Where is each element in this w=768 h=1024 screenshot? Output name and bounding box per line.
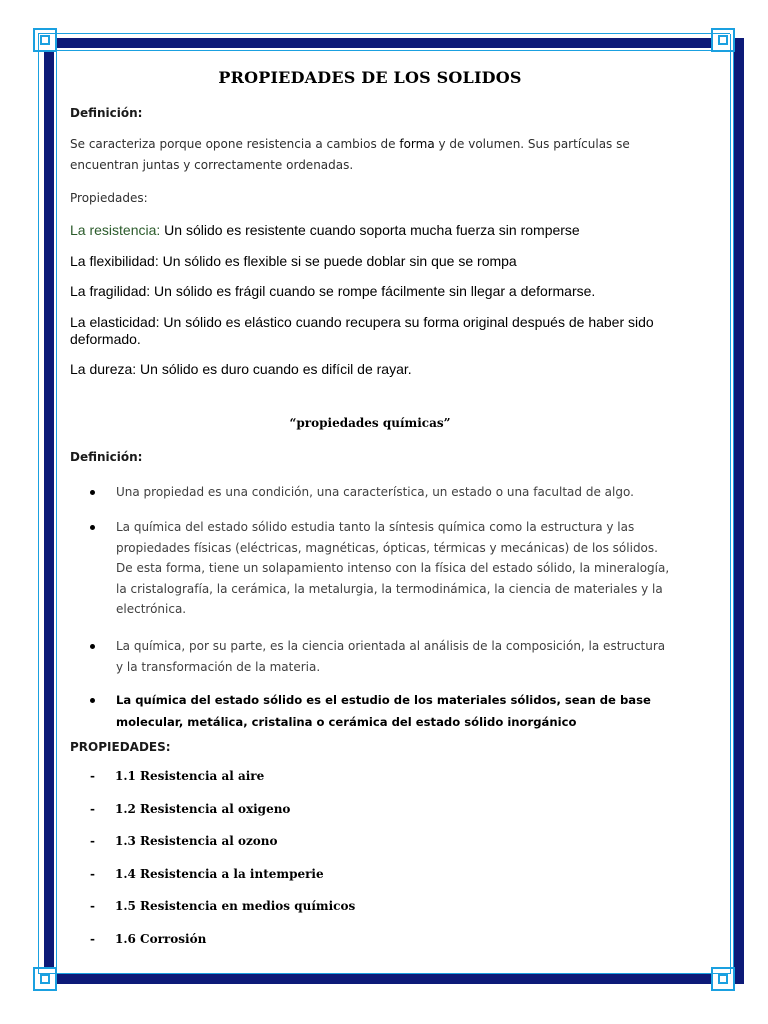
corner-ornament-top-right [711, 28, 735, 52]
border-accent-line-left [38, 34, 39, 974]
corner-ornament-bottom-right [711, 967, 735, 991]
definition-heading-2: Definición: [70, 450, 143, 464]
property-item-label: 1.1 Resistencia al aire [115, 769, 265, 783]
page-title: PROPIEDADES DE LOS SOLIDOS [218, 68, 522, 87]
property-item-label: 1.3 Resistencia al ozono [115, 834, 278, 848]
property-flexibilidad [70, 253, 670, 270]
bullet-text: La química del estado sólido es el estudio de los materiales sólidos, sean de base molecular, metálica, cristalina o cerámica del estado sólido inorgánico [116, 693, 651, 729]
border-accent-line-bottom [38, 973, 730, 974]
property-label: La resistencia: [70, 222, 161, 238]
properties-heading: Propiedades: [70, 191, 148, 205]
corner-ornament-top-left [33, 28, 57, 52]
property-label: La elasticidad: [70, 314, 160, 330]
bullet-icon [90, 525, 95, 530]
property-elasticidad [70, 314, 670, 348]
bullet-icon [90, 644, 95, 649]
property-label: La dureza: [70, 361, 137, 377]
property-item-label: 1.2 Resistencia al oxigeno [115, 802, 291, 816]
property-text: Un sólido es duro cuando es difícil de rayar. [136, 361, 412, 377]
property-item-label: 1.6 Corrosión [115, 932, 207, 946]
definition-text-part-1: Se caracteriza porque opone resistencia a cambios de [70, 137, 400, 151]
property-text: Un sólido es elástico cuando recupera su forma original después de haber sido deformado. [70, 314, 654, 347]
bullet-icon [90, 490, 95, 495]
dash-marker: - [90, 932, 95, 946]
definition-paragraph [70, 134, 670, 176]
dash-marker: - [90, 899, 95, 913]
dash-marker: - [90, 867, 95, 881]
property-fragilidad [70, 283, 670, 300]
dash-marker: - [90, 769, 95, 783]
border-accent-line-top [38, 33, 730, 34]
property-item-label: 1.4 Resistencia a la intemperie [115, 867, 324, 881]
property-label: La fragilidad: [70, 283, 151, 299]
corner-ornament-bottom-left [33, 967, 57, 991]
property-item-label: 1.5 Resistencia en medios químicos [115, 899, 356, 913]
definition-heading: Definición: [70, 106, 143, 120]
bullet-text: La química, por su parte, es la ciencia orientada al análisis de la composición, la estructura y la transformación de la materia. [116, 639, 666, 674]
property-text: Un sólido es frágil cuando se rompe fácilmente sin llegar a deformarse. [150, 283, 596, 299]
property-label: La flexibilidad: [70, 253, 159, 269]
border-accent-line-right [730, 34, 731, 974]
bullet-text: La química del estado sólido estudia tanto la síntesis química como la estructura y las propiedades físicas (eléctricas, magnéticas, ópticas, térmicas y mecánicas) de los sólidos. De esta forma, tiene un solapamiento intenso con la física del estado sólido, la mineralogía, la cristalografía, la cerámica, la metalurgia, la termodinámica, la ciencia de materiales y la electrónica. [116, 520, 670, 617]
property-dureza [70, 361, 670, 378]
dash-marker: - [90, 802, 95, 816]
bullet-icon [90, 698, 95, 703]
section-subtitle: “propiedades químicas” [289, 416, 451, 430]
bullet-text: Una propiedad es una condición, una característica, un estado o una facultad de algo. [116, 485, 634, 499]
properties-heading-2: PROPIEDADES: [70, 740, 171, 754]
definition-text-part-2: y de volumen. Sus partículas se encuentran juntas y correctamente ordenadas. [70, 137, 630, 172]
property-text: Un sólido es flexible si se puede doblar sin que se rompa [158, 253, 517, 269]
definition-text-forma: forma [399, 137, 435, 151]
dash-marker: - [90, 834, 95, 848]
property-resistencia [70, 222, 670, 239]
property-text: Un sólido es resistente cuando soporta mucha fuerza sin romperse [160, 222, 580, 238]
